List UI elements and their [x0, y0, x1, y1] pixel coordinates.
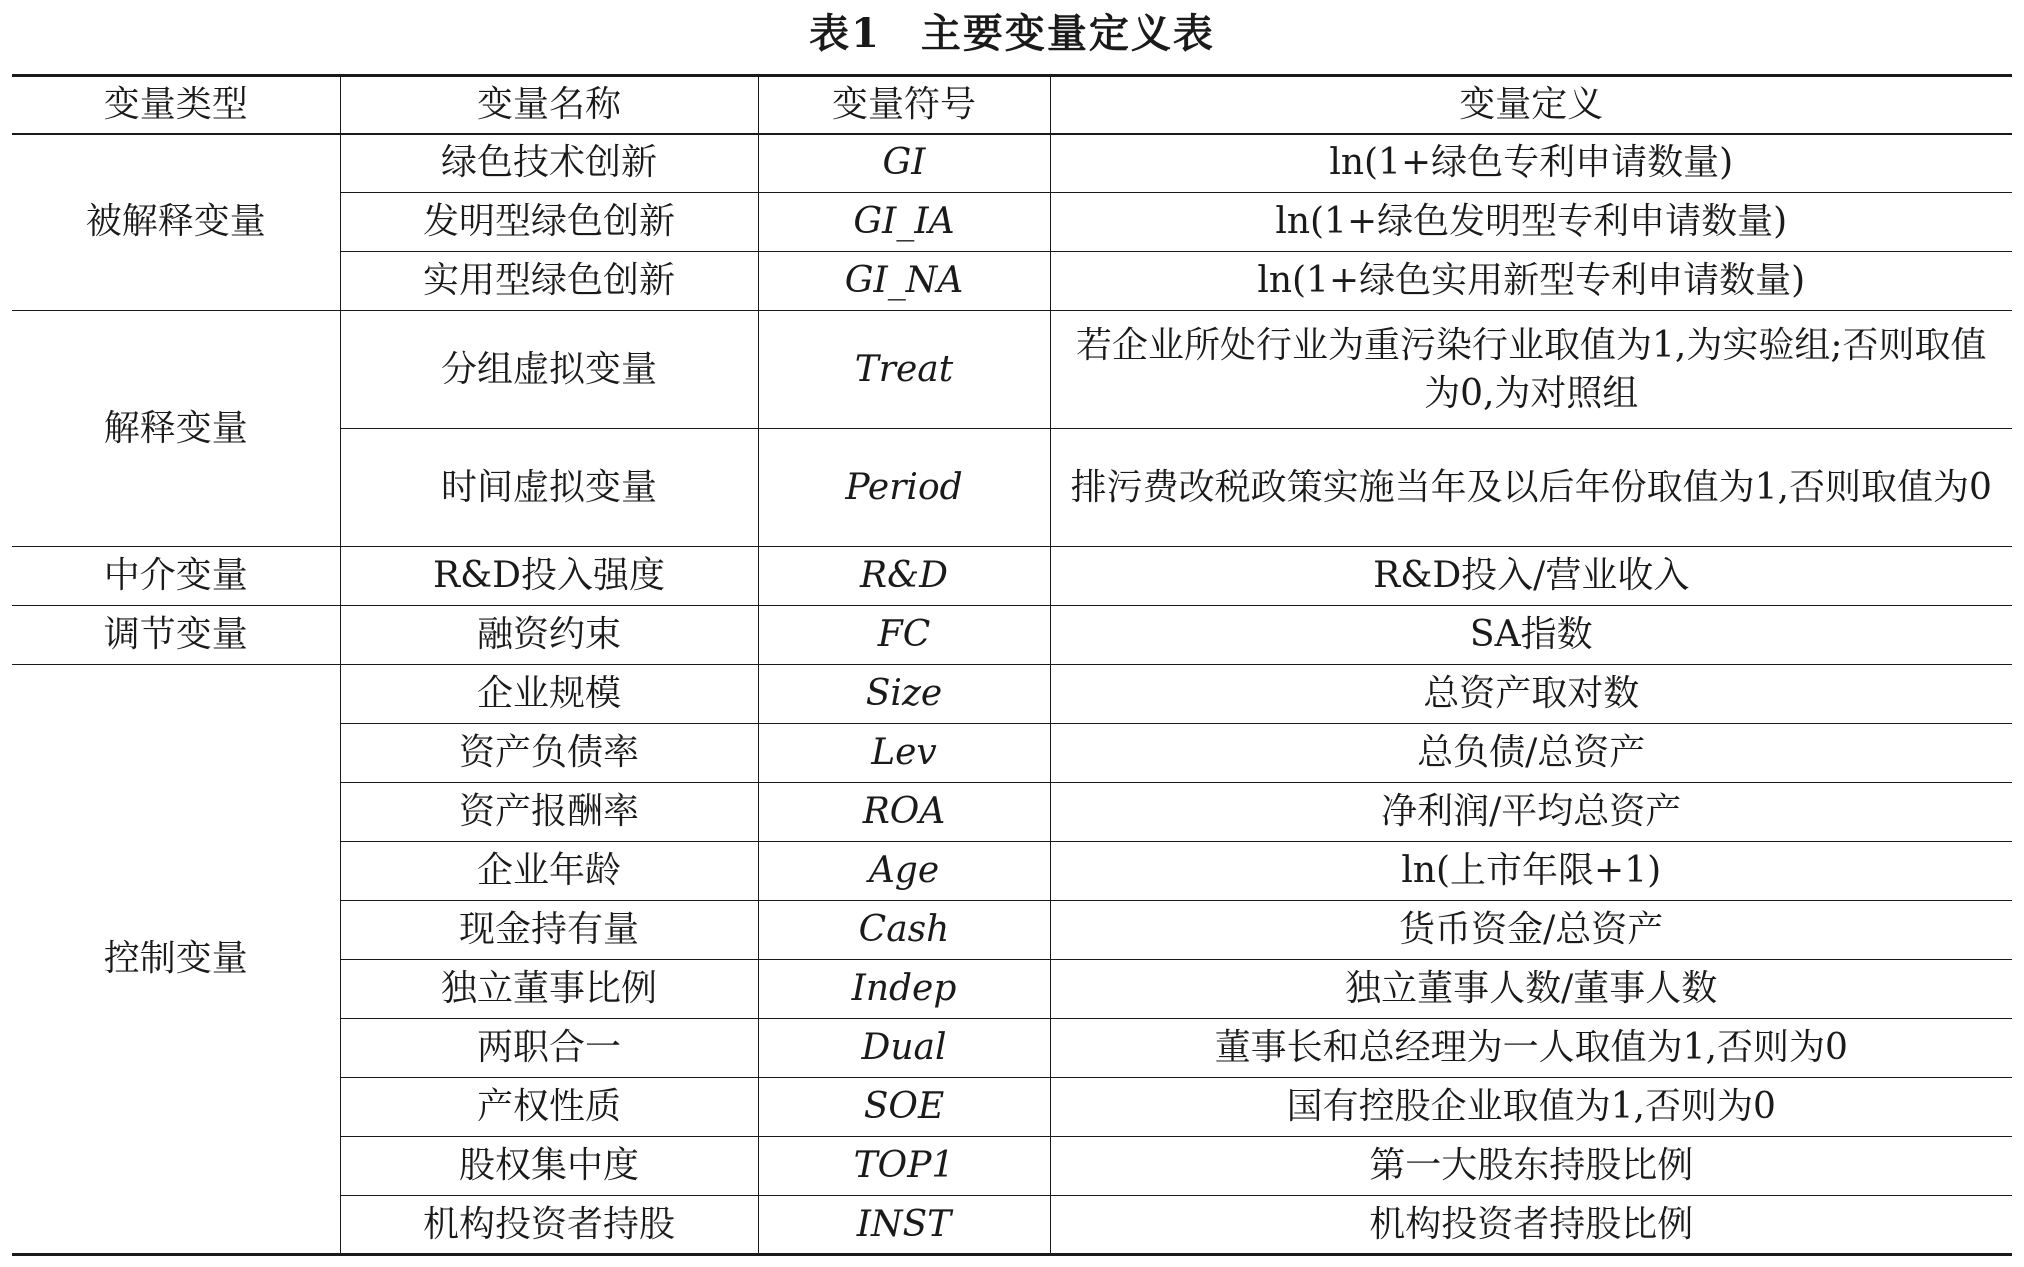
- variable-definition-cell: ln(1+绿色实用新型专利申请数量): [1050, 252, 2012, 311]
- header-name: 变量名称: [340, 76, 758, 134]
- variable-symbol-cell: FC: [758, 606, 1050, 665]
- variable-definition-table: [12, 74, 2012, 1256]
- variable-definition-cell: 第一大股东持股比例: [1050, 1137, 2012, 1196]
- variable-definition-cell: 总负债/总资产: [1050, 724, 2012, 783]
- variable-name-cell: R&D投入强度: [340, 547, 758, 606]
- variable-symbol-cell: GI: [758, 134, 1050, 193]
- table-row: [12, 311, 2012, 429]
- variable-type-cell: 被解释变量: [12, 134, 340, 311]
- variable-name-cell: 实用型绿色创新: [340, 252, 758, 311]
- table-row: [12, 134, 2012, 193]
- variable-name-cell: 机构投资者持股: [340, 1196, 758, 1255]
- variable-name-cell: 时间虚拟变量: [340, 429, 758, 547]
- table-row: [12, 606, 2012, 665]
- variable-name-cell: 绿色技术创新: [340, 134, 758, 193]
- variable-name-cell: 企业年龄: [340, 842, 758, 901]
- variable-definition-cell: 总资产取对数: [1050, 665, 2012, 724]
- variable-symbol-cell: Lev: [758, 724, 1050, 783]
- variable-symbol-cell: GI_NA: [758, 252, 1050, 311]
- variable-definition-cell: 净利润/平均总资产: [1050, 783, 2012, 842]
- variable-definition-cell: ln(1+绿色专利申请数量): [1050, 134, 2012, 193]
- variable-name-cell: 产权性质: [340, 1078, 758, 1137]
- variable-symbol-cell: Dual: [758, 1019, 1050, 1078]
- header-definition: 变量定义: [1050, 76, 2012, 134]
- table-number: 表1: [809, 10, 881, 57]
- table-title: 主要变量定义表: [920, 10, 1215, 57]
- variable-name-cell: 发明型绿色创新: [340, 193, 758, 252]
- variable-definition-cell: 货币资金/总资产: [1050, 901, 2012, 960]
- variable-name-cell: 两职合一: [340, 1019, 758, 1078]
- variable-symbol-cell: TOP1: [758, 1137, 1050, 1196]
- variable-name-cell: 融资约束: [340, 606, 758, 665]
- variable-type-cell: 解释变量: [12, 311, 340, 547]
- variable-name-cell: 资产负债率: [340, 724, 758, 783]
- variable-definition-cell: R&D投入/营业收入: [1050, 547, 2012, 606]
- variable-symbol-cell: R&D: [758, 547, 1050, 606]
- variable-symbol-cell: Size: [758, 665, 1050, 724]
- variable-type-cell: 调节变量: [12, 606, 340, 665]
- table-caption: [0, 8, 2024, 60]
- variable-definition-cell: ln(上市年限+1): [1050, 842, 2012, 901]
- variable-symbol-cell: Age: [758, 842, 1050, 901]
- variable-name-cell: 现金持有量: [340, 901, 758, 960]
- table-row: [12, 665, 2012, 724]
- variable-symbol-cell: GI_IA: [758, 193, 1050, 252]
- variable-name-cell: 独立董事比例: [340, 960, 758, 1019]
- header-row: [12, 76, 2012, 134]
- variable-definition-cell: ln(1+绿色发明型专利申请数量): [1050, 193, 2012, 252]
- variable-symbol-cell: SOE: [758, 1078, 1050, 1137]
- variable-definition-cell: 董事长和总经理为一人取值为1,否则为0: [1050, 1019, 2012, 1078]
- variable-symbol-cell: ROA: [758, 783, 1050, 842]
- variable-definition-cell: 机构投资者持股比例: [1050, 1196, 2012, 1255]
- variable-symbol-cell: Period: [758, 429, 1050, 547]
- variable-symbol-cell: Cash: [758, 901, 1050, 960]
- variable-symbol-cell: Treat: [758, 311, 1050, 429]
- variable-definition-cell: 排污费改税政策实施当年及以后年份取值为1,否则取值为0: [1050, 429, 2012, 547]
- variable-name-cell: 分组虚拟变量: [340, 311, 758, 429]
- variable-symbol-cell: Indep: [758, 960, 1050, 1019]
- header-type: 变量类型: [12, 76, 340, 134]
- header-symbol: 变量符号: [758, 76, 1050, 134]
- table-row: [12, 547, 2012, 606]
- variable-definition-cell: 若企业所处行业为重污染行业取值为1,为实验组;否则取值为0,为对照组: [1050, 311, 2012, 429]
- variable-type-cell: 控制变量: [12, 665, 340, 1255]
- variable-name-cell: 股权集中度: [340, 1137, 758, 1196]
- variable-definition-cell: 独立董事人数/董事人数: [1050, 960, 2012, 1019]
- variable-name-cell: 资产报酬率: [340, 783, 758, 842]
- variable-symbol-cell: INST: [758, 1196, 1050, 1255]
- variable-name-cell: 企业规模: [340, 665, 758, 724]
- variable-definition-cell: SA指数: [1050, 606, 2012, 665]
- variable-type-cell: 中介变量: [12, 547, 340, 606]
- variable-definition-cell: 国有控股企业取值为1,否则为0: [1050, 1078, 2012, 1137]
